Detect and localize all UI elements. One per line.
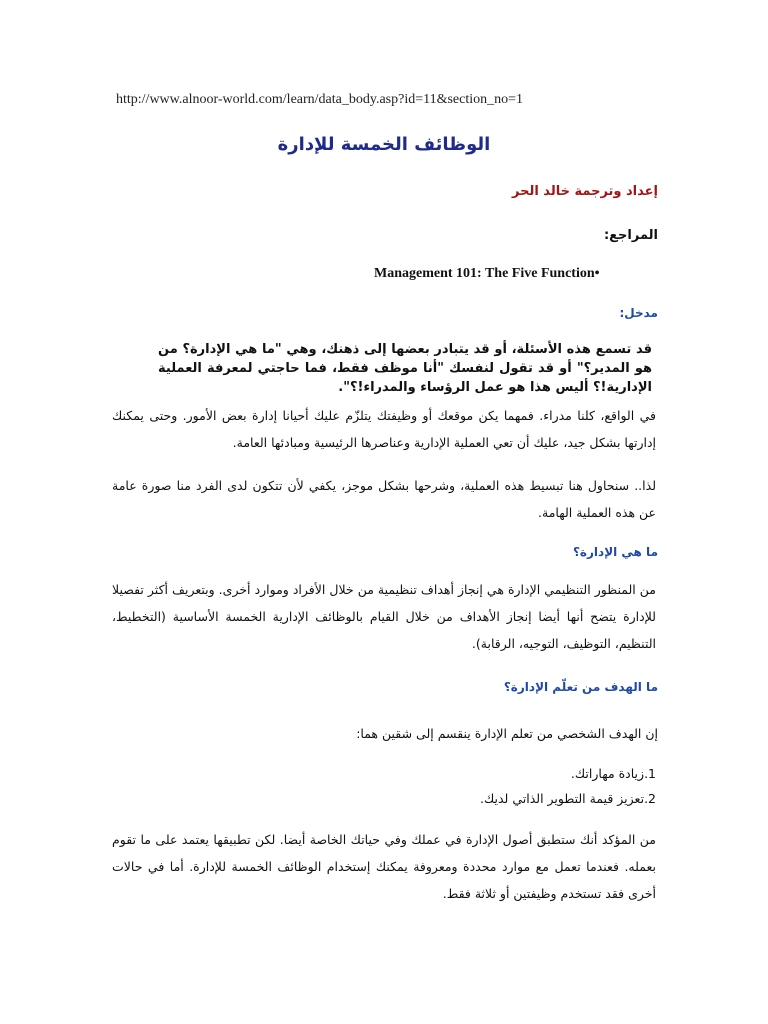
section-heading-goal: ما الهدف من تعلّم الإدارة؟ [503, 680, 658, 694]
what-is-paragraph: من المنظور التنظيمي الإدارة هي إنجاز أهداف تنظيمية من خلال الأفراد وموارد أخرى. وبتعريف أكثر تفصيلا للإدارة يتضح أنها أيضا إنجاز الأهداف من خلال القيام بالوظائف الإدارية الخمسة الأساسية (التخطيط، التنظيم، التوظيف، التوجيه، الرقابة). [112, 582, 656, 651]
intro-question-paragraph: قد تسمع هذه الأسئلة، أو قد يتبادر بعضها إلى ذهنك، وهي "ما هي الإدارة؟ من هو المدير؟" أو قد تقول لنفسك "أنا موظف فقط، فما حاجتي لمعرفة العملية الإدارية!؟ أليس هذا هو عمل الرؤساء والمدراء!؟". [158, 342, 652, 395]
intro-paragraph-2: لذا.. سنحاول هنا تبسيط هذه العملية، وشرحها بشكل موجز، يكفي لأن تتكون لدى الفرد منا صورة عامة عن هذه العملية الهامة. [112, 478, 656, 520]
reference-item: Management 101: The Five Function• [374, 266, 600, 281]
section-heading-what-is: ما هي الإدارة؟ [572, 545, 658, 559]
goal-closing-paragraph: من المؤكد أنك ستطبق أصول الإدارة في عملك وفي حياتك الخاصة أيضا. لكن تطبيقها يعتمد على ما تقوم بعمله. فعندما تعمل مع موارد محددة ومعروفة يمكنك إستخدام الوظائف الخمسة للإدارة. أما في حالات أخرى فقد تستخدم وظيفتين أو ثلاثة فقط. [112, 832, 656, 901]
section-heading-intro: مدخل: [619, 306, 658, 320]
goal-paragraph: إن الهدف الشخصي من تعلم الإدارة ينقسم إلى شقين هما: [356, 726, 658, 741]
goal-list-item-1: 1.زيادة مهاراتك. [570, 766, 656, 781]
author-line: إعداد وترجمة خالد الحر [511, 184, 658, 199]
source-url: http://www.alnoor-world.com/learn/data_body.asp?id=11&section_no=1 [116, 92, 524, 107]
goal-list-item-2: 2.تعزيز قيمة التطوير الذاتي لديك. [480, 791, 656, 806]
document-title: الوظائف الخمسة للإدارة [277, 134, 491, 155]
intro-paragraph-1: في الواقع، كلنا مدراء. فمهما يكن موقعك أو وظيفتك يتلزّم عليك أحيانا إدارة بعض الأمور. وحتى يمكنك إدارتها بشكل جيد، عليك أن تعي العملية الإدارية وعناصرها الرئيسية ومبادئها العامة. [112, 408, 656, 450]
references-label: المراجع: [603, 228, 658, 243]
